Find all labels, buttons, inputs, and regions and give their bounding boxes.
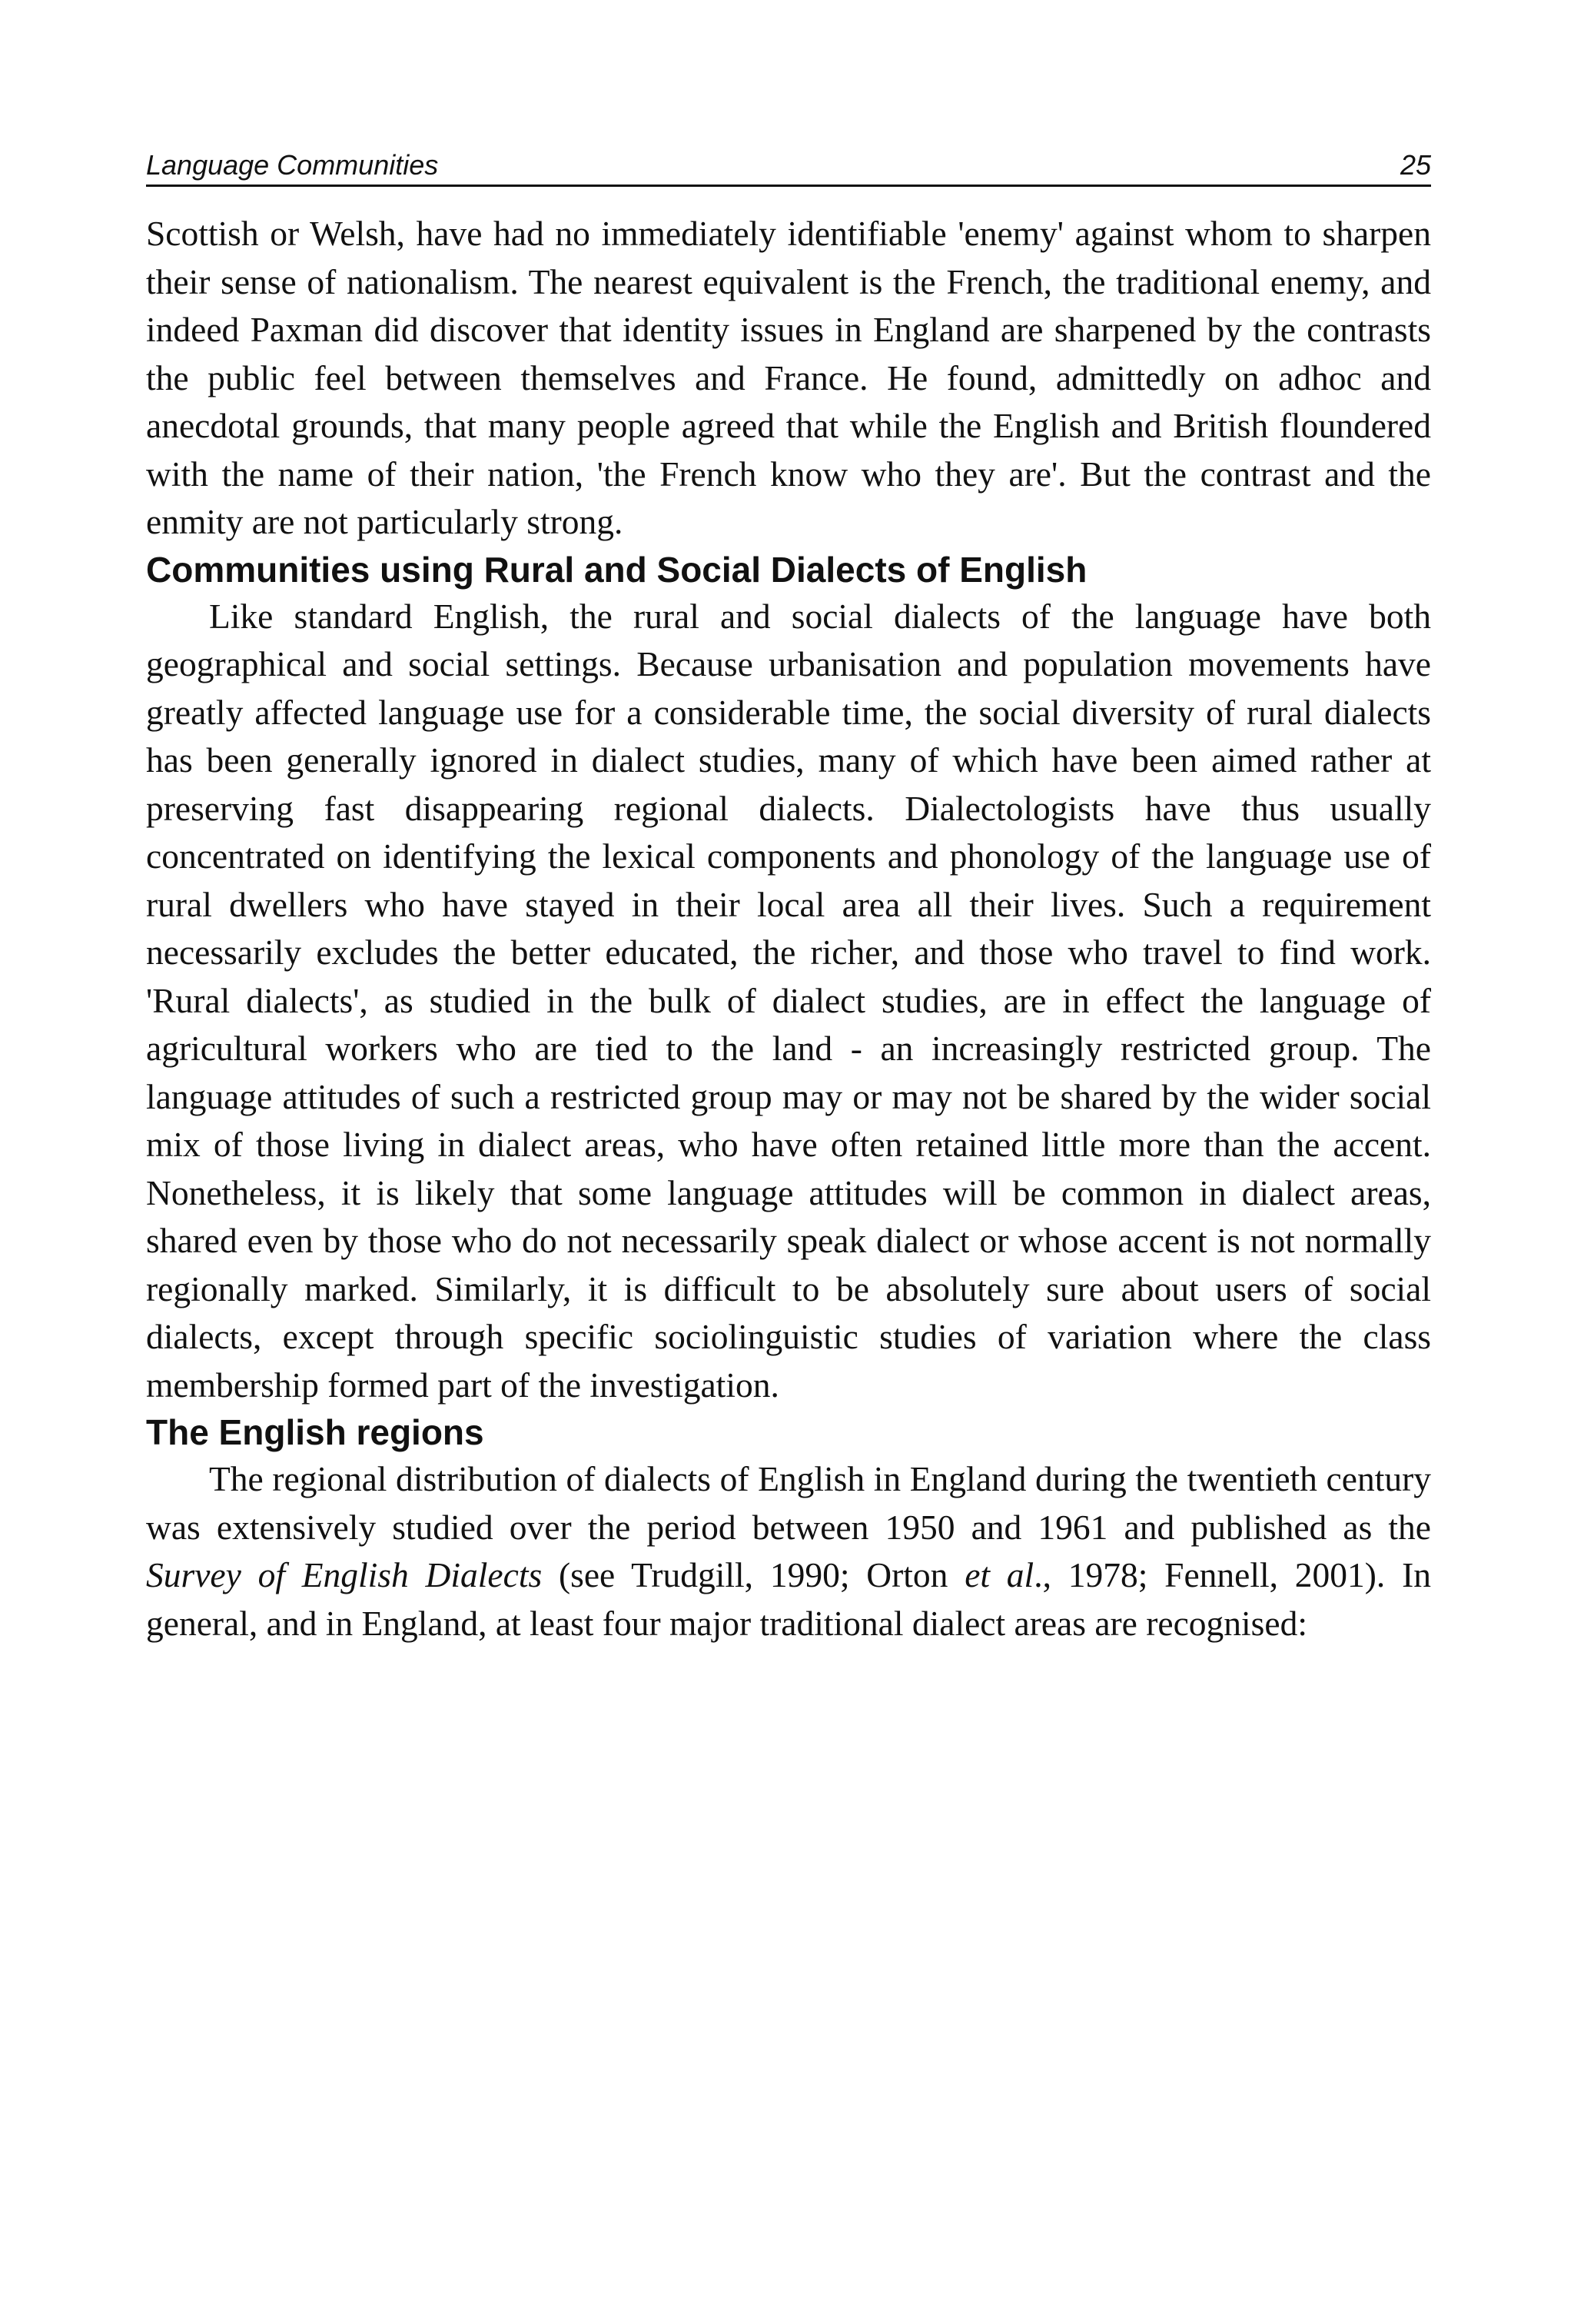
rural-dialects-paragraph: Like standard English, the rural and social dialects of the language have both geographical and social settings. Because urbanisation and population movements have greatly affected language use for a considerable time, the social diversity of rural dialects has been generally ignored in dialect studies, many of which have been aimed rather at preserving fast disappearing regional dialects. Dialectologists have thus usually concentrated on identifying the lexical components and phonology of the language use of rural dwellers who have stayed in their local area all their lives. Such a requirement necessarily excludes the better educated, the richer, and those who travel to find work. 'Rural dialects', as studied in the bulk of dialect studies, are in effect the language of agricultural workers who are tied to the land - an increasingly restricted group. The language attitudes of such a restricted group may or may not be shared by the wider social mix of those living in dialect areas, who have often retained little more than the accent. Nonetheless, it is likely that some language attitudes will be common in dialect areas, shared even by those who do not necessarily speak dialect or whose accent is not normally regionally marked. Similarly, it is difficult to be absolutely sure about users of social dialects, except through specific sociolinguistic studies of variation where the class membership formed part of the investigation. <box>146 596 1431 1405</box>
book-page <box>146 146 1431 1647</box>
section-heading-rural-social-dialects: Communities using Rural and Social Dialects of English <box>146 549 1088 590</box>
regions-paragraph <box>146 1455 1431 1647</box>
regions-text-part2: (see Trudgill, 1990; Orton <box>542 1555 965 1594</box>
page-number: 25 <box>1400 149 1431 181</box>
et-al: et al <box>965 1555 1034 1594</box>
regions-text-part3: ., 1978; Fennell, 2001). In general, and in England, at least four major traditional dialect areas are recognised: <box>146 1555 1431 1643</box>
regions-text-part1: The regional distribution of dialects of English in England during the twentieth century was extensively studied over the period between 1950 and 1961 and published as the <box>146 1459 1431 1547</box>
running-title: Language Communities <box>146 149 439 181</box>
survey-title: Survey of English Dialects <box>146 1555 543 1594</box>
running-header <box>146 146 1431 187</box>
section-heading-english-regions: The English regions <box>146 1412 484 1452</box>
continuation-paragraph: Scottish or Welsh, have had no immediately identifiable 'enemy' against whom to sharpen their sense of nationalism. The nearest equivalent is the French, the traditional enemy, and indeed Paxman did discover that identity issues in England are sharpened by the contrasts the public feel between themselves and France. He found, admittedly on adhoc and anecdotal grounds, that many people agreed that while the English and British floundered with the name of their nation, 'the French know who they are'. But the contrast and the enmity are not particularly strong. <box>146 214 1431 541</box>
